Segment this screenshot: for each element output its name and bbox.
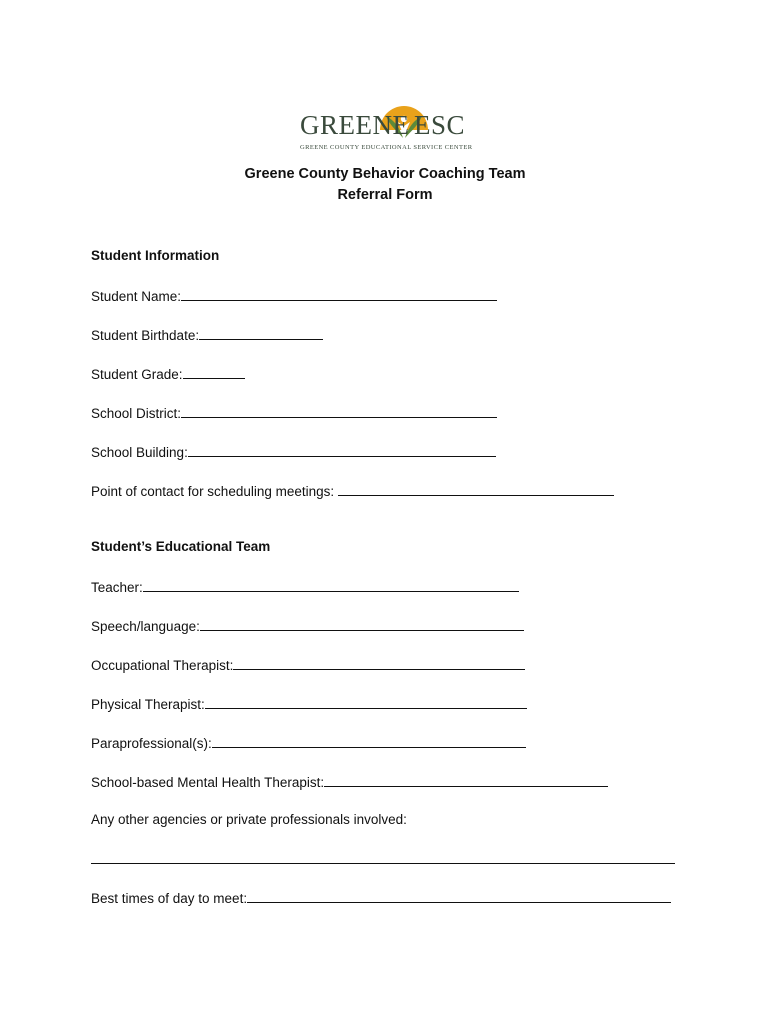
form-title: Greene County Behavior Coaching Team — [244, 166, 526, 182]
teacher-field — [91, 578, 519, 595]
paraprofessional-field — [91, 734, 526, 751]
mental-health-therapist-input[interactable] — [324, 773, 608, 787]
point-of-contact-field — [91, 482, 614, 499]
other-agencies-field — [91, 850, 675, 867]
logo-word-right: ESC — [414, 110, 466, 140]
occupational-therapist-input[interactable] — [233, 656, 525, 670]
field-label: Point of contact for scheduling meetings: — [91, 484, 338, 499]
field-label: School District: — [91, 406, 182, 421]
speech-language-field — [91, 617, 524, 634]
school-building-input[interactable] — [188, 443, 496, 457]
mental-health-therapist-field — [91, 773, 608, 790]
form-subtitle: Referral Form — [337, 187, 433, 203]
speech-language-input[interactable] — [200, 617, 524, 631]
field-label: Teacher: — [91, 580, 143, 595]
teacher-input[interactable] — [143, 578, 519, 592]
field-label: School-based Mental Health Therapist: — [91, 775, 325, 790]
student-name-field — [91, 287, 497, 304]
other-agencies-label: Any other agencies or private professionals involved: — [91, 812, 407, 827]
student-grade-input[interactable] — [183, 365, 245, 379]
other-agencies-input[interactable] — [91, 850, 675, 864]
student-grade-field — [91, 365, 245, 382]
field-label: Paraprofessional(s): — [91, 736, 212, 751]
physical-therapist-field — [91, 695, 527, 712]
student-information-heading: Student Information — [91, 248, 220, 263]
logo-word-left: GREENE — [300, 110, 410, 140]
occupational-therapist-field — [91, 656, 525, 673]
paraprofessional-input[interactable] — [212, 734, 526, 748]
field-label: Occupational Therapist: — [91, 658, 234, 673]
field-label: Best times of day to meet: — [91, 891, 248, 906]
physical-therapist-input[interactable] — [205, 695, 527, 709]
field-label: Speech/language: — [91, 619, 200, 634]
school-district-field — [91, 404, 497, 421]
point-of-contact-input[interactable] — [338, 482, 614, 496]
field-label: Physical Therapist: — [91, 697, 205, 712]
school-district-input[interactable] — [181, 404, 497, 418]
field-label: School Building: — [91, 445, 188, 460]
student-birthdate-field — [91, 326, 323, 343]
field-label: Student Birthdate: — [91, 328, 200, 343]
educational-team-heading: Student’s Educational Team — [91, 539, 271, 554]
student-name-input[interactable] — [181, 287, 497, 301]
student-birthdate-input[interactable] — [199, 326, 323, 340]
logo-tagline: GREENE COUNTY EDUCATIONAL SERVICE CENTER — [300, 144, 473, 151]
school-building-field — [91, 443, 496, 460]
greene-esc-logo — [296, 92, 476, 158]
field-label: Student Name: — [91, 289, 182, 304]
field-label: Student Grade: — [91, 367, 183, 382]
best-times-input[interactable] — [247, 889, 671, 903]
best-times-field — [91, 889, 671, 906]
